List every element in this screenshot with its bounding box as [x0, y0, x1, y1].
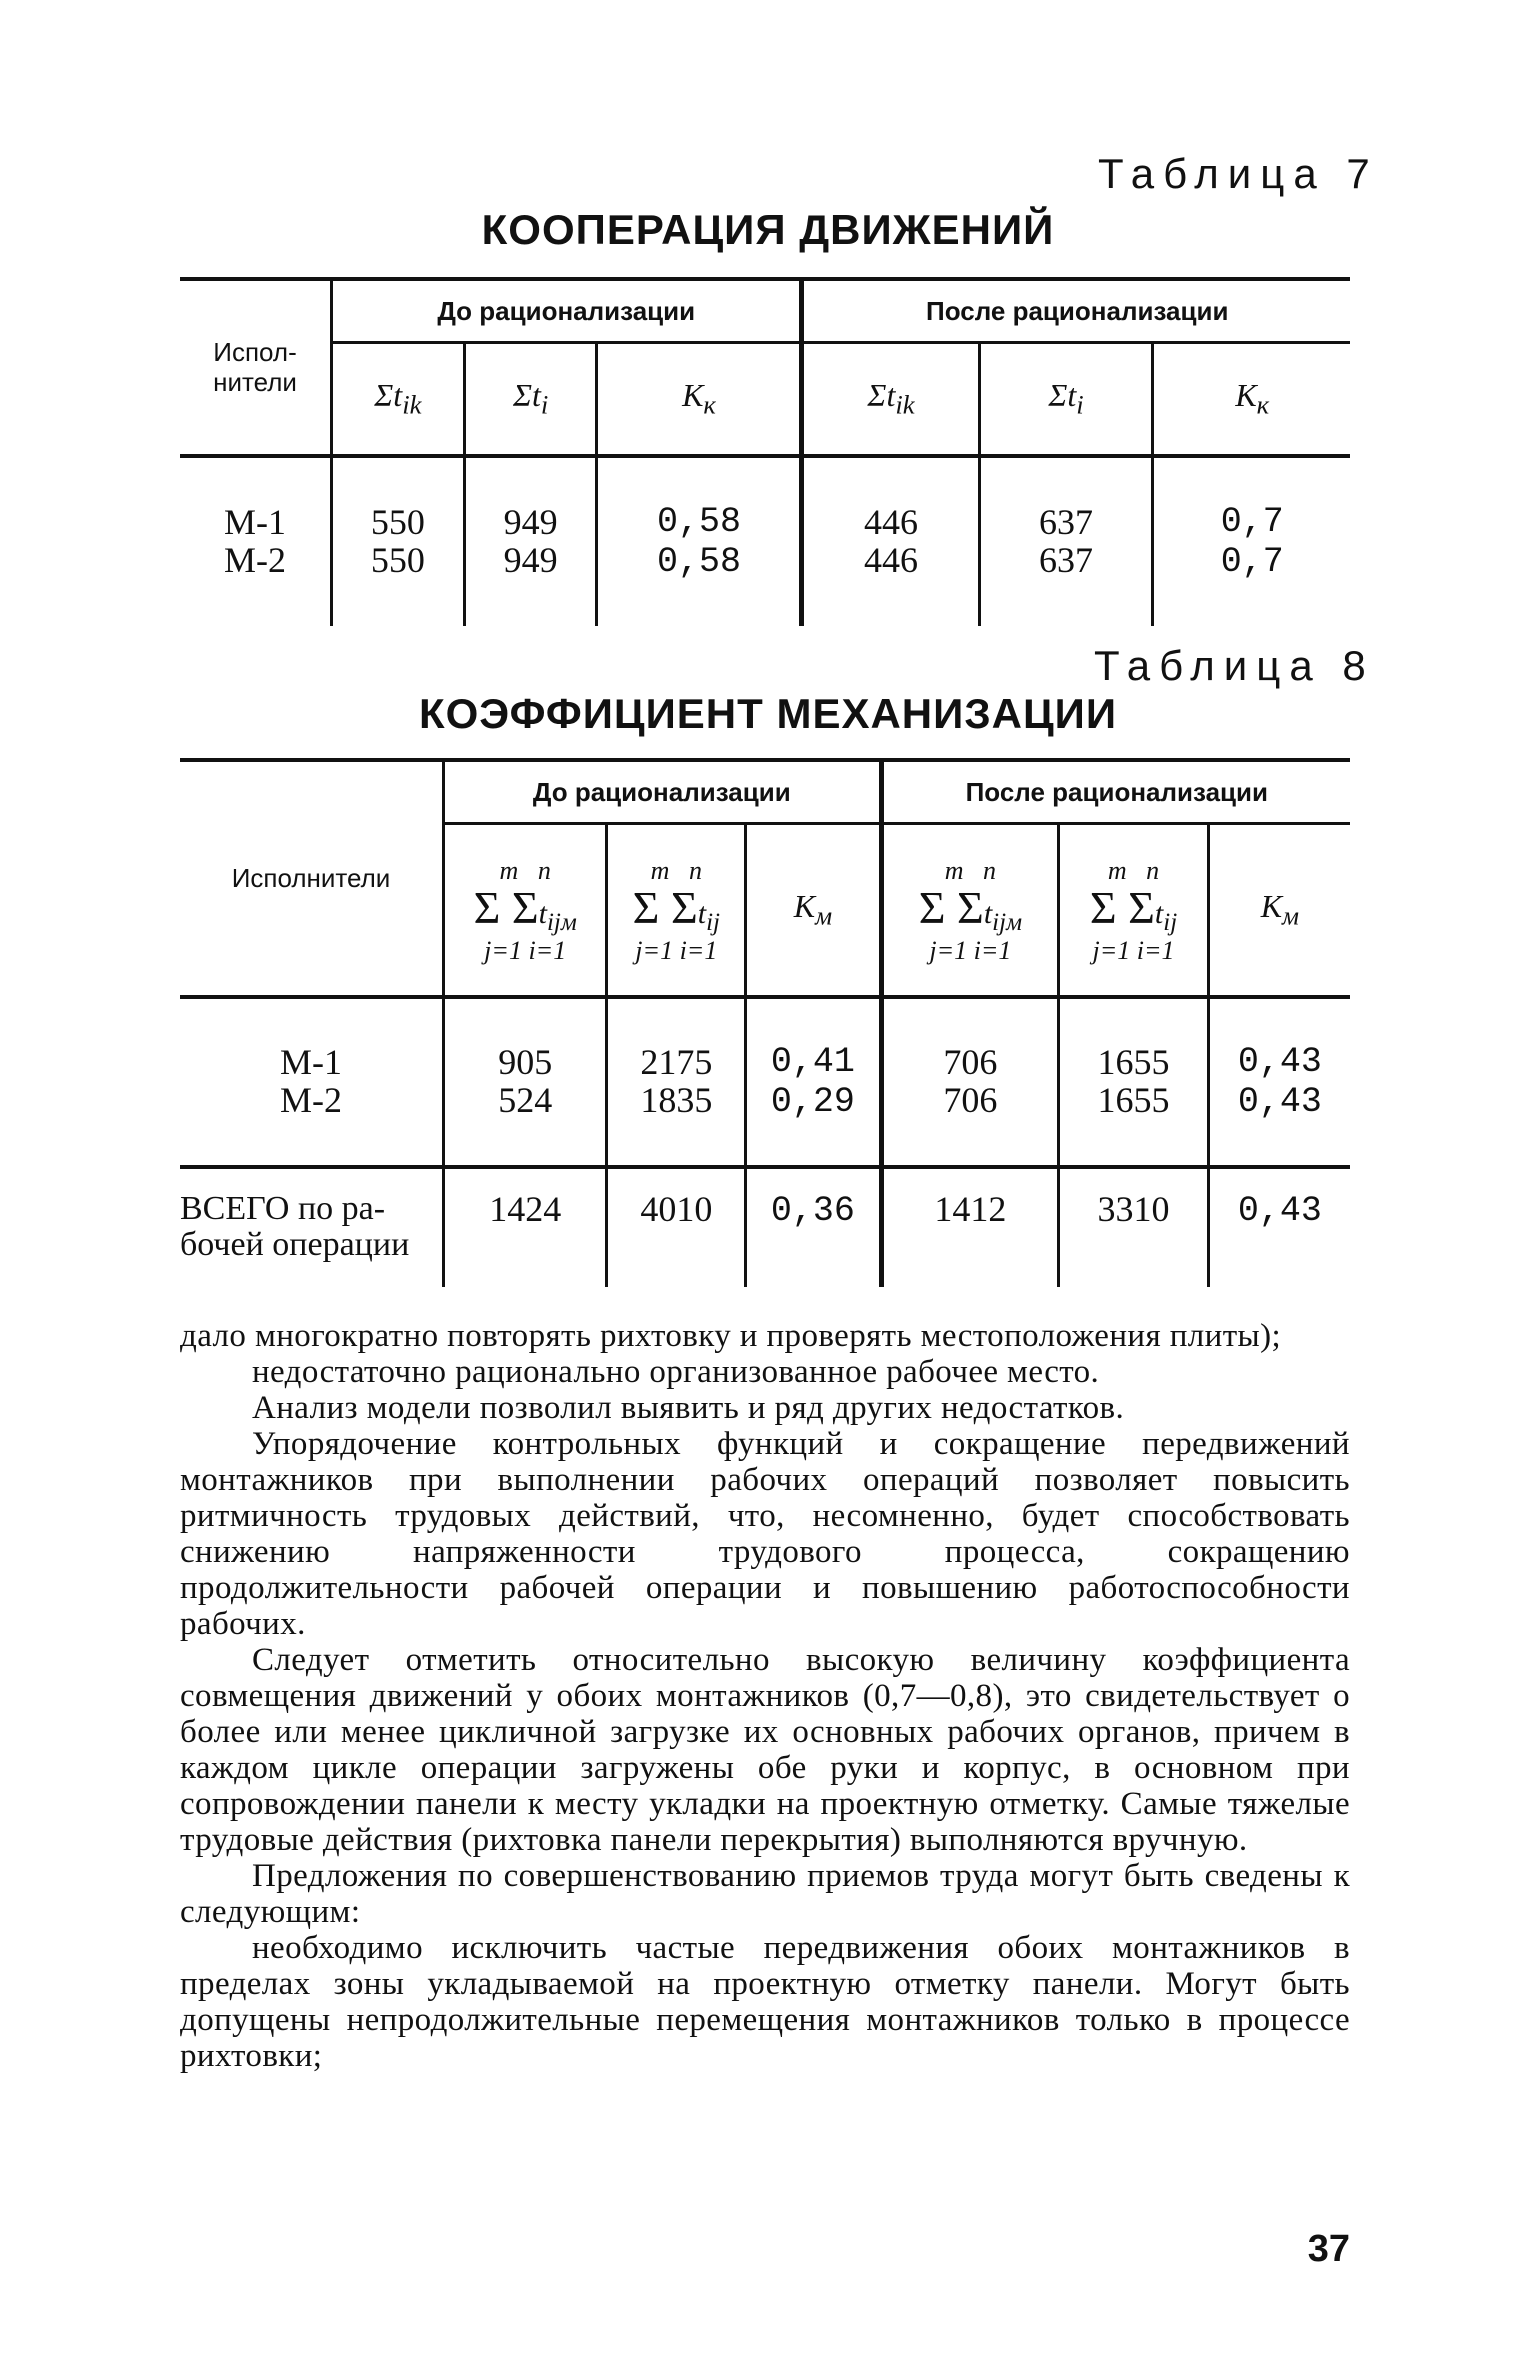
t8-header-sum-tijm: m n Σ $\Sigma t_{ijм}$ j=1 i=1 [444, 824, 607, 998]
t8-cell: 0,41 0,29 [746, 997, 881, 1167]
table7-label: Таблица 7 [1098, 150, 1379, 197]
t8-header-km: $K_м$ [1208, 824, 1350, 998]
paragraph: недостаточно рационально организованное рабочее место. [252, 1354, 1100, 1390]
table8-title: КОЭФФИЦИЕНТ МЕХАНИЗАЦИИ [418, 690, 1118, 737]
t7-header: $\Sigma t_i$ [464, 343, 597, 457]
table8 [180, 758, 1350, 1287]
t7-header: $\Sigma t_i$ [979, 343, 1153, 457]
t7-cell: 0,58 0,58 [597, 456, 802, 626]
t8-cell: 1655 1655 [1059, 997, 1209, 1167]
t8-group-before: До рационализации [444, 760, 882, 824]
t8-cell: 2175 1835 [607, 997, 746, 1167]
t7-cell: 637 637 [979, 456, 1153, 626]
table8-label: Таблица 8 [1094, 642, 1375, 689]
t7-header: $K_к$ [1153, 343, 1350, 457]
paragraph: Анализ модели позволил выявить и ряд других недостатков. [252, 1390, 1125, 1426]
table-row-total [180, 1167, 1350, 1287]
t8-header-km: $K_м$ [746, 824, 881, 998]
t8-total-cell: 3310 [1059, 1167, 1209, 1287]
page-number: 37 [1307, 2228, 1350, 2270]
t8-total-label: ВСЕГО по ра- бочей операции [180, 1190, 410, 1263]
paragraph: дало многократно повторять рихтовку и проверять местоположения плиты); [180, 1318, 1282, 1354]
t8-names: М-1 М-2 [280, 1042, 342, 1120]
t8-header-sum-tijm: m n Σ $\Sigma t_{ijм}$ j=1 i=1 [881, 824, 1059, 998]
table7-title: КООПЕРАЦИЯ ДВИЖЕНИЙ [481, 206, 1055, 253]
t7-cell: 0,7 0,7 [1153, 456, 1350, 626]
t7-col-performers: Испол- нители [213, 336, 297, 397]
table-row [180, 456, 1350, 626]
t8-total-cell: 1412 [881, 1167, 1059, 1287]
t7-header: $K_к$ [597, 343, 802, 457]
paragraph: Упорядочение контрольных функций и сокращение передвижений монтажников при выполнении рабочих операций позволяет повысить ритмичность трудовых действий, что, несомненно, будет способствовать снижению напряженности трудового процесса, сокращению продолжительности рабочей операции и повышению работоспособности рабочих. [180, 1426, 1350, 1642]
t7-cell: 446 446 [802, 456, 979, 626]
t8-cell: 905 524 [444, 997, 607, 1167]
t7-header: $\Sigma t_{ik}$ [332, 343, 465, 457]
t7-cell: 550 550 [332, 456, 465, 626]
table7 [180, 277, 1350, 626]
t8-col-performers: Исполнители [231, 862, 391, 893]
t8-total-cell: 0,43 [1208, 1167, 1350, 1287]
t7-cell: 949 949 [464, 456, 597, 626]
t8-cell: 706 706 [881, 997, 1059, 1167]
t8-group-after: После рационализации [881, 760, 1350, 824]
body-text [180, 1318, 1350, 2074]
table-row [180, 997, 1350, 1167]
t7-group-before: До рационализации [332, 279, 802, 343]
t7-header: $\Sigma t_{ik}$ [802, 343, 979, 457]
t8-total-cell: 4010 [607, 1167, 746, 1287]
t8-total-cell: 1424 [444, 1167, 607, 1287]
t7-group-after: После рационализации [802, 279, 1350, 343]
t8-header-sum-tij: m n Σ $\Sigma t_{ij}$ j=1 i=1 [1059, 824, 1209, 998]
paragraph: Предложения по совершенствованию приемов труда могут быть сведены к следующим: [180, 1858, 1350, 1930]
paragraph: необходимо исключить частые передвижения обоих монтажников в пределах зоны укладываемой на проектную отметку панели. Могут быть допущены непродолжительные перемещения монтажников только в процессе рихтовки; [180, 1930, 1350, 2074]
t8-header-sum-tij: m n Σ $\Sigma t_{ij}$ j=1 i=1 [607, 824, 746, 998]
paragraph: Следует отметить относительно высокую величину коэффициента совмещения движений у обоих монтажников (0,7—0,8), это свидетельствует о более или менее цикличной загрузке их основных рабочих органов, причем в каждом цикле операции загружены обе руки и корпус, в основном при сопровождении панели к месту укладки на проектную отметку. Самые тяжелые трудовые действия (рихтовка панели перекрытия) выполняются вручную. [180, 1642, 1350, 1858]
t8-total-cell: 0,36 [746, 1167, 881, 1287]
t7-names: М-1 М-2 [224, 502, 286, 580]
t8-cell: 0,43 0,43 [1208, 997, 1350, 1167]
